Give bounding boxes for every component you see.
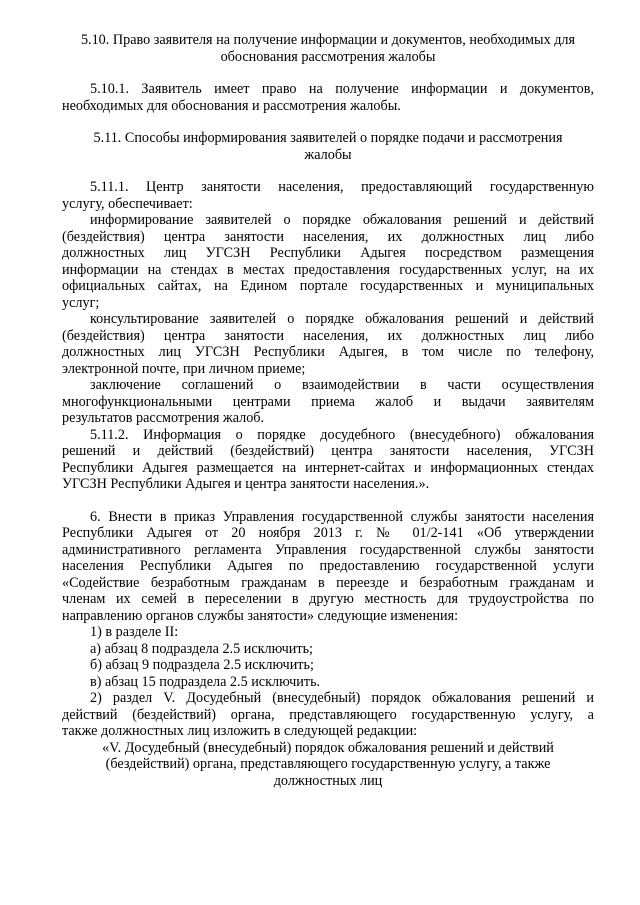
heading-line: жалобы <box>304 146 352 163</box>
quoted-section-heading <box>62 740 594 790</box>
text-line: б) абзац 9 подраздела 2.5 исключить; <box>90 657 314 673</box>
text-line: действий (бездействий) органа, представляющего государственную услугу, а <box>62 706 594 723</box>
text-line: необходимых для обоснования и рассмотрения жалобы. <box>62 97 401 114</box>
heading-line: 5.10. Право заявителя на получение информации и документов, необходимых для <box>80 32 576 48</box>
heading-line: (бездействий) органа, представляющего государственную услугу, а также <box>105 756 551 772</box>
text-line: консультирование заявителей о порядке обжалования решений и действий <box>90 311 594 327</box>
text-line: УГСЗН Республики Адыгея и центра занятости населения.». <box>62 476 430 492</box>
section-heading-5-11 <box>62 130 594 163</box>
text-line: «Содействие безработным гражданам в переезде и безработным гражданам и <box>62 574 594 591</box>
text-line: информации на стендах в местах предоставления государственных услуг, на их <box>62 261 594 278</box>
text-line: членам их семей в переселении в другую местность для трудоустройства по <box>62 591 594 607</box>
list-item-1b <box>62 657 594 674</box>
text-line: 1) в разделе II: <box>90 624 179 640</box>
paragraph-consulting <box>62 311 594 377</box>
paragraph-agreements <box>62 377 594 427</box>
text-line: электронной почте, при личном приеме; <box>62 360 306 377</box>
heading-line: 5.11. Способы информирования заявителей о порядке подачи и рассмотрения <box>93 130 563 146</box>
text-line: услуг; <box>62 294 100 311</box>
text-line: в) абзац 15 подраздела 2.5 исключить. <box>90 673 321 690</box>
text-line: административного регламента Управления государственной службы занятости <box>62 541 594 558</box>
text-line: (бездействия) центра занятости населения, их должностных лиц либо <box>62 327 594 344</box>
text-line: 2) раздел V. Досудебный (внесудебный) порядок обжалования решений и <box>90 690 594 706</box>
text-line: услугу, обеспечивает: <box>62 195 193 212</box>
text-line: решений и действий (бездействий) центра занятости населения, УГСЗН <box>62 443 594 459</box>
text-line: (бездействия) центра занятости населения, их должностных лиц либо <box>62 228 594 245</box>
paragraph-informing <box>62 212 594 311</box>
text-line: также должностных лиц изложить в следующей редакции: <box>62 723 418 739</box>
text-line: официальных сайтах, на Едином портале государственных и муниципальных <box>62 278 594 294</box>
list-item-1c <box>62 674 594 691</box>
heading-line: обоснования рассмотрения жалобы <box>220 48 436 65</box>
text-line: многофункциональными центрами приема жалоб и выдачи заявителям <box>62 393 594 410</box>
paragraph-5-11-1 <box>62 179 594 212</box>
text-line: 5.10.1. Заявитель имеет право на получение информации и документов, <box>90 81 594 97</box>
text-line: 5.11.1. Центр занятости населения, предоставляющий государственную <box>90 179 594 195</box>
list-item-2 <box>62 690 594 740</box>
paragraph-5-11-2 <box>62 427 594 493</box>
heading-line: должностных лиц <box>273 772 383 789</box>
text-line: 5.11.2. Информация о порядке досудебного (внесудебного) обжалования <box>90 426 594 443</box>
text-line: Республики Адыгея от 20 ноября 2013 г. № 01/2-141 «Об утверждении <box>62 525 594 541</box>
list-item-1 <box>62 624 594 641</box>
text-line: информирование заявителей о порядке обжалования решений и действий <box>90 212 594 228</box>
text-line: 6. Внести в приказ Управления государственной службы занятости населения <box>90 508 594 525</box>
text-line: результатов рассмотрения жалоб. <box>62 410 265 426</box>
text-line: должностных лиц УГСЗН Республики Адыгея, в том числе по телефону, <box>62 344 594 360</box>
heading-line: «V. Досудебный (внесудебный) порядок обжалования решений и действий <box>102 739 554 756</box>
paragraph-6 <box>62 509 594 625</box>
paragraph-5-10-1 <box>62 81 594 114</box>
text-line: направлению органов службы занятости» следующие изменения: <box>62 607 459 624</box>
text-line: заключение соглашений о взаимодействии в части осуществления <box>90 377 594 393</box>
text-line: должностных лиц УГСЗН Республики Адыгея посредством размещения <box>62 245 594 261</box>
text-line: населения Республики Адыгея по предоставлению государственной услуги <box>62 558 594 574</box>
list-item-1a <box>62 641 594 658</box>
section-heading-5-10 <box>62 32 594 65</box>
text-line: Республики Адыгея размещается на интернет-сайтах и информационных стендах <box>62 459 594 476</box>
document-page <box>62 32 594 789</box>
text-line: а) абзац 8 подраздела 2.5 исключить; <box>90 640 313 657</box>
